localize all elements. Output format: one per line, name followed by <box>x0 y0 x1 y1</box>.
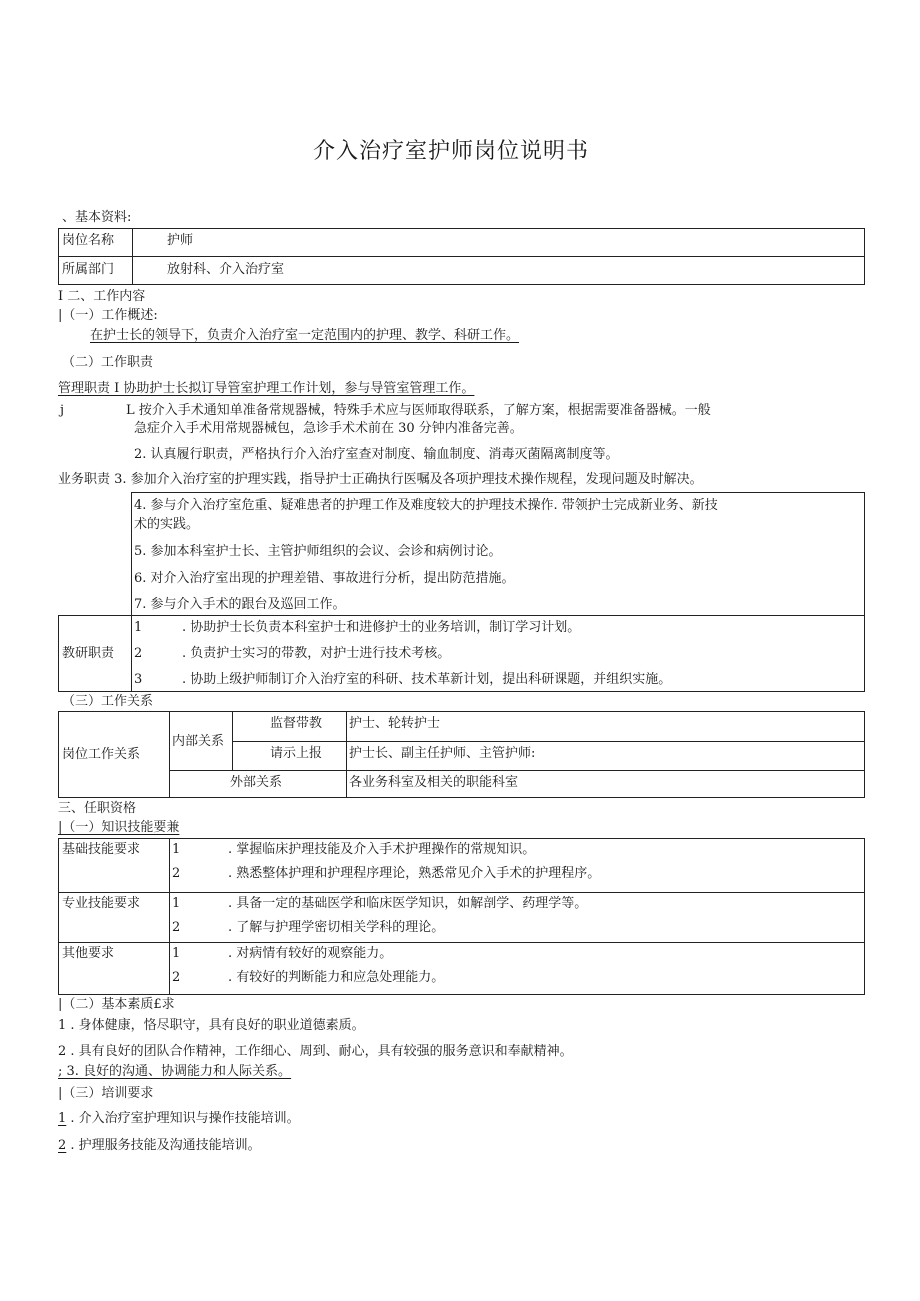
margin-mark: j <box>60 403 65 418</box>
teaching-duty-item: . 协助护士长负责本科室护士和进修护士的业务培训，制订学习计划。 <box>182 620 581 635</box>
teaching-duty-item: . 负责护士实习的带教，对护士进行技术考核。 <box>182 646 451 661</box>
management-duty: 管理职责 I 协助护士长拟订导管室护理工作计划，参与导管室管理工作。 <box>58 381 475 396</box>
business-duty-1: L 按介入手术通知单准备常规器械，特殊手术应与医师取得联系，了解方案，根据需要准备器械。一般 <box>126 403 711 418</box>
relations-heading: （三）工作关系 <box>62 694 154 709</box>
training-text: . 护理服务技能及沟通技能培训。 <box>66 1138 261 1153</box>
supervise-value: 护士、轮转护士 <box>349 716 441 731</box>
department-value: 放射科、介入治疗室 <box>167 262 285 277</box>
teaching-duty-num: 3 <box>134 672 143 687</box>
business-duty-5: 5. 参加本科室护士长、主管护师组织的会议、会诊和病例讨论。 <box>134 544 502 559</box>
report-label: 请示上报 <box>270 746 323 761</box>
training-num: 2 <box>58 1138 67 1153</box>
duty-box-border <box>131 492 865 493</box>
training-text: . 介入治疗室护理知识与操作技能培训。 <box>66 1111 300 1126</box>
knowledge-heading: |（一）知识技能要兼 <box>58 820 180 835</box>
position-name-label: 岗位名称 <box>62 233 115 248</box>
skill-item: . 有较好的判断能力和应急处理能力。 <box>228 970 445 985</box>
basic-skill-label: 基础技能要求 <box>62 842 141 857</box>
table-divider <box>132 228 133 285</box>
business-duty-4: 4. 参与介入治疗室危重、疑难患者的护理工作及难度较大的护理技术操作. 带领护士完成新业务、新技 <box>134 498 718 513</box>
skill-num: 1 <box>172 842 181 857</box>
business-duty-7: 7. 参与介入手术的跟台及巡回工作。 <box>134 597 346 612</box>
business-duty-2: 2. 认真履行职责，严格执行介入治疗室查对制度、输血制度、消毒灭菌隔离制度等。 <box>134 447 619 462</box>
duty-box-border <box>864 492 865 616</box>
teaching-duty-num: 2 <box>134 646 143 661</box>
business-duty-6: 6. 对介入治疗室出现的护理差错、事故进行分析，提出防范措施。 <box>134 571 515 586</box>
basic-quality-3: ; 3. 良好的沟通、协调能力和人际关系。 <box>58 1064 292 1079</box>
professional-skill-label: 专业技能要求 <box>62 896 141 911</box>
teaching-duty-label: 教研职责 <box>62 646 115 661</box>
qualifications-heading: 三、任职资格 <box>58 801 137 816</box>
table-divider <box>58 256 865 257</box>
training-heading: |（三）培训要求 <box>58 1086 154 1101</box>
basic-quality-heading: |（二）基本素质£求 <box>58 997 175 1012</box>
table-divider <box>232 741 865 742</box>
duties-heading: （二）工作职责 <box>62 355 154 370</box>
department-label: 所属部门 <box>62 262 115 277</box>
table-divider <box>169 770 865 771</box>
skill-num: 2 <box>172 920 181 935</box>
external-relations-value: 各业务科室及相关的职能科室 <box>349 775 519 790</box>
report-value: 护士长、副主任护师、主管护师: <box>349 746 536 761</box>
skill-item: . 熟悉整体护理和护理程序理论，熟悉常见介入手术的护理程序。 <box>228 866 601 881</box>
internal-relations-label: 内部关系 <box>172 734 225 749</box>
training-item <box>58 1138 261 1154</box>
skill-num: 2 <box>172 970 181 985</box>
skill-num: 2 <box>172 866 181 881</box>
page-title: 介入治疗室护师岗位说明书 <box>313 139 590 164</box>
table-divider <box>169 711 170 798</box>
other-requirement-label: 其他要求 <box>62 946 115 961</box>
skill-num: 1 <box>172 946 181 961</box>
table-divider <box>346 711 347 798</box>
table-divider <box>169 838 170 995</box>
training-num: 1 <box>58 1111 67 1126</box>
skill-item: . 了解与护理学密切相关学科的理论。 <box>228 920 445 935</box>
training-item <box>58 1111 300 1127</box>
supervise-label: 监督带教 <box>270 716 323 731</box>
table-divider <box>58 942 865 943</box>
business-duty-3: 业务职责 3. 参加介入治疗室的护理实践，指导护士正确执行医嘱及各项护理技术操作规程，发现问题及时解决。 <box>58 472 703 487</box>
table-divider <box>131 615 132 692</box>
business-duty-1-cont: 急症介入手术用常规器械包，急诊手术术前在 30 分钟内准备完善。 <box>134 421 523 436</box>
work-content-heading: I 二、工作内容 <box>58 289 146 304</box>
skill-item: . 掌握临床护理技能及介入手术护理操作的常规知识。 <box>228 842 536 857</box>
skill-item: . 对病情有较好的观察能力。 <box>228 946 393 961</box>
table-divider <box>58 892 865 893</box>
duty-box-border <box>131 492 132 616</box>
relations-label: 岗位工作关系 <box>62 747 141 762</box>
teaching-duty-num: 1 <box>134 620 143 635</box>
basic-quality-1: 1 . 身体健康，恪尽职守，具有良好的职业道德素质。 <box>58 1018 365 1033</box>
basic-info-heading: 、基本资料: <box>62 210 132 225</box>
basic-quality-2: 2 . 具有良好的团队合作精神，工作细心、周到、耐心，具有较强的服务意识和奉献精神。 <box>58 1044 573 1059</box>
work-overview-heading: |（一）工作概述: <box>58 308 158 323</box>
skill-item: . 具备一定的基础医学和临床医学知识，如解剖学、药理学等。 <box>228 896 588 911</box>
business-duty-4-cont: 术的实践。 <box>134 517 200 532</box>
work-overview-text: 在护士长的领导下，负责介入治疗室一定范围内的护理、教学、科研工作。 <box>90 328 520 343</box>
external-relations-label: 外部关系 <box>230 775 283 790</box>
position-name-value: 护师 <box>167 233 194 248</box>
teaching-duty-item: . 协助上级护师制订介入治疗室的科研、技术革新计划，提出科研课题，并组织实施。 <box>182 672 672 687</box>
skill-num: 1 <box>172 896 181 911</box>
